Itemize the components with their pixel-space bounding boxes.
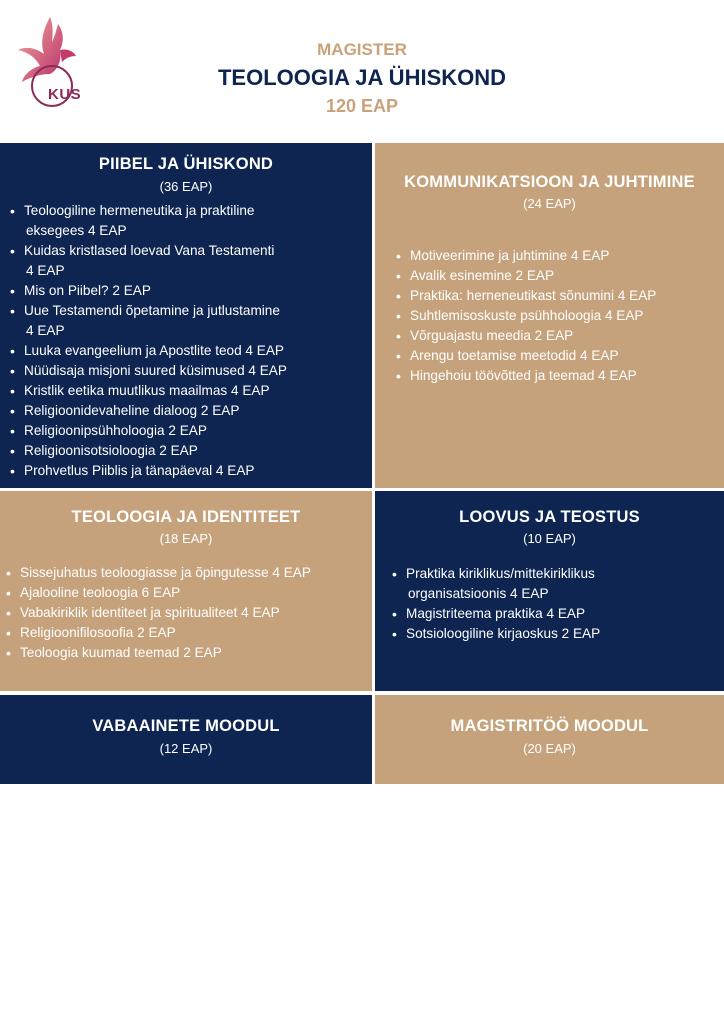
module-title: MAGISTRITÖÖ MOODUL [450, 717, 649, 735]
course-list [24, 201, 364, 481]
course-list [406, 564, 722, 644]
module-credits: (10 EAP) [523, 531, 576, 546]
kus-logo [10, 12, 94, 108]
module-vabaainete-moodul [0, 695, 372, 784]
course-item: • Religioonidevaheline dialoog 2 EAP [24, 401, 364, 421]
course-item: • Võrguajastu meedia 2 EAP [410, 326, 722, 346]
course-item-continuation: eksegees 4 EAP [26, 223, 127, 238]
module-credits: (12 EAP) [159, 741, 213, 756]
course-list [20, 563, 370, 663]
module-piibel-ja-uhiskond [0, 143, 372, 488]
course-item: • Religioonifilosoofia 2 EAP [20, 623, 370, 643]
degree-level: MAGISTER [317, 40, 407, 59]
course-item: • Suhtlemisoskuste psühholoogia 4 EAP [410, 306, 722, 326]
course-item: • Kuidas kristlased loevad Vana Testamenti [24, 241, 364, 261]
course-item: • Magistriteema praktika 4 EAP [406, 604, 722, 624]
module-magistritoo-moodul [375, 695, 724, 784]
module-credits: (18 EAP) [159, 531, 213, 546]
course-item: • Hingehoiu töövõtted ja teemad 4 EAP [410, 366, 722, 386]
course-item: • Teoloogiline hermeneutika ja praktiline [24, 201, 364, 221]
course-item: • Prohvetlus Piiblis ja tänapäeval 4 EAP [24, 461, 364, 481]
module-title: TEOLOOGIA JA IDENTITEET [71, 508, 301, 526]
module-kommunikatsioon-ja-juhtimine [375, 143, 724, 488]
course-item: • Motiveerimine ja juhtimine 4 EAP [410, 246, 722, 266]
module-title: PIIBEL JA ÜHISKOND [98, 155, 274, 173]
course-item: • Arengu toetamise meetodid 4 EAP [410, 346, 722, 366]
course-item: • Sissejuhatus teoloogiasse ja õpingutesse 4 EAP [20, 563, 370, 583]
course-item: • Religioonipsühholoogia 2 EAP [24, 421, 364, 441]
course-item: • Nüüdisaja misjoni suured küsimused 4 EAP [24, 361, 364, 381]
program-title: TEOLOOGIA JA ÜHISKOND [217, 65, 507, 90]
course-item: • Uue Testamendi õpetamine ja jutlustamine [24, 301, 364, 321]
course-list [410, 246, 722, 386]
course-item: • Kristlik eetika muutlikus maailmas 4 EAP [24, 381, 364, 401]
module-credits: (20 EAP) [523, 741, 576, 756]
course-item-continuation: 4 EAP [26, 263, 65, 278]
module-teoloogia-ja-identiteet [0, 491, 372, 691]
course-item: • Mis on Piibel? 2 EAP [24, 281, 364, 301]
logo-text: KUS [48, 86, 82, 103]
course-item: • Ajalooline teoloogia 6 EAP [20, 583, 370, 603]
course-item: • Teoloogia kuumad teemad 2 EAP [20, 643, 370, 663]
course-item: • Praktika: herneneutikast sõnumini 4 EAP [410, 286, 722, 306]
course-item: • Luuka evangeelium ja Apostlite teod 4 EAP [24, 341, 364, 361]
course-item-continuation: 4 EAP [26, 323, 65, 338]
course-item: • Vabakiriklik identiteet ja spiritualiteet 4 EAP [20, 603, 370, 623]
course-item: • Avalik esinemine 2 EAP [410, 266, 722, 286]
module-title: VABAAINETE MOODUL [92, 717, 280, 735]
course-item: • Praktika kiriklikus/mittekiriklikus [406, 564, 722, 584]
module-credits: (24 EAP) [523, 196, 576, 211]
course-item-continuation: organisatsioonis 4 EAP [408, 586, 549, 601]
module-title: LOOVUS JA TEOSTUS [459, 508, 640, 526]
module-loovus-ja-teostus [375, 491, 724, 691]
module-title: KOMMUNIKATSIOON JA JUHTIMINE [404, 173, 695, 191]
program-credits: 120 EAP [325, 96, 399, 116]
module-credits: (36 EAP) [159, 179, 213, 194]
course-item: • Sotsioloogiline kirjaoskus 2 EAP [406, 624, 722, 644]
course-item: • Religioonisotsioloogia 2 EAP [24, 441, 364, 461]
